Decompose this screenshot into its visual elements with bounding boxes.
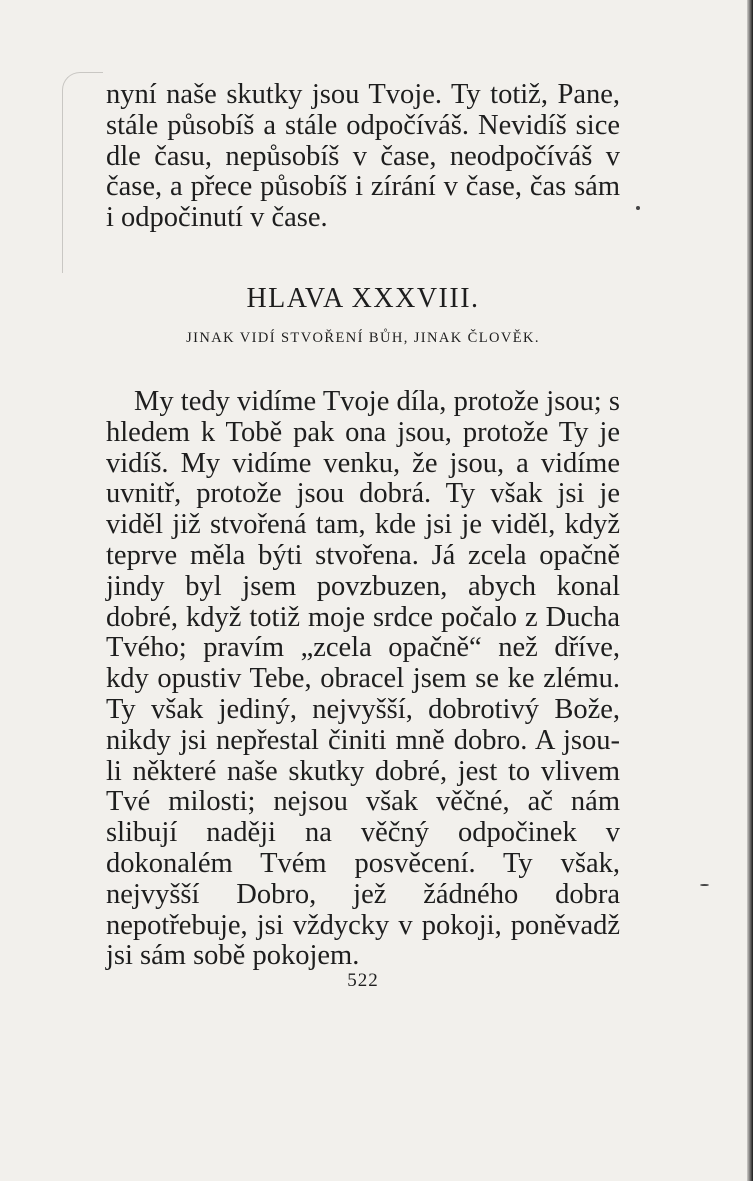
chapter-body [106, 387, 620, 972]
continued-paragraph [106, 80, 620, 234]
chapter-subtitle: JINAK VIDÍ STVOŘENÍ BŮH, JINAK ČLOVĚK. [186, 330, 540, 346]
ink-speck [700, 884, 709, 886]
page-number: 522 [347, 970, 379, 991]
ink-speck [636, 206, 640, 210]
continued-paragraph-text: nyní naše skutky jsou Tvoje. Ty totiž, Pane, stále působíš a stále odpočíváš. Nevidíš sice dle času, nepůsobíš v čase, neodpočíváš v čase, a přece působíš i zírání v čase, čas sám i odpočinutí v čase. [106, 79, 620, 234]
paper-crease-mark [62, 72, 103, 273]
chapter-body-text: My tedy vidíme Tvoje díla, protože jsou; s hledem k Tobě pak ona jsou, protože Ty je vidíš. My vidíme venku, že jsou, a vidíme uvnitř, protože jsou dobrá. Ty však jsi je viděl již stvořená tam, kde jsi je viděl, když teprve měla býti stvořena. Já zcela opačně jindy byl jsem povzbuzen, abych konal dobré, když totiž moje srdce počalo z Ducha Tvého; pravím „zcela opačně“ než dříve, kdy opustiv Tebe, obracel jsem se ke zlému. Ty však jediný, nejvyšší, dobrotivý Bože, nikdy jsi nepřestal činiti mně dobro. A jsou-li některé naše skutky dobré, jest to vlivem Tvé milosti; nejsou však věčné, ač nám slibují naději na věčný odpočinek v dokonalém Tvém posvěcení. Ty však, nejvyšší Dobro, jež žádného dobra nepotřebuje, jsi vždycky v pokoji, poněvadž jsi sám sobě pokojem. [106, 386, 620, 972]
chapter-title: HLAVA XXXVIII. [246, 283, 480, 314]
page-edge-shadow [747, 0, 753, 1181]
